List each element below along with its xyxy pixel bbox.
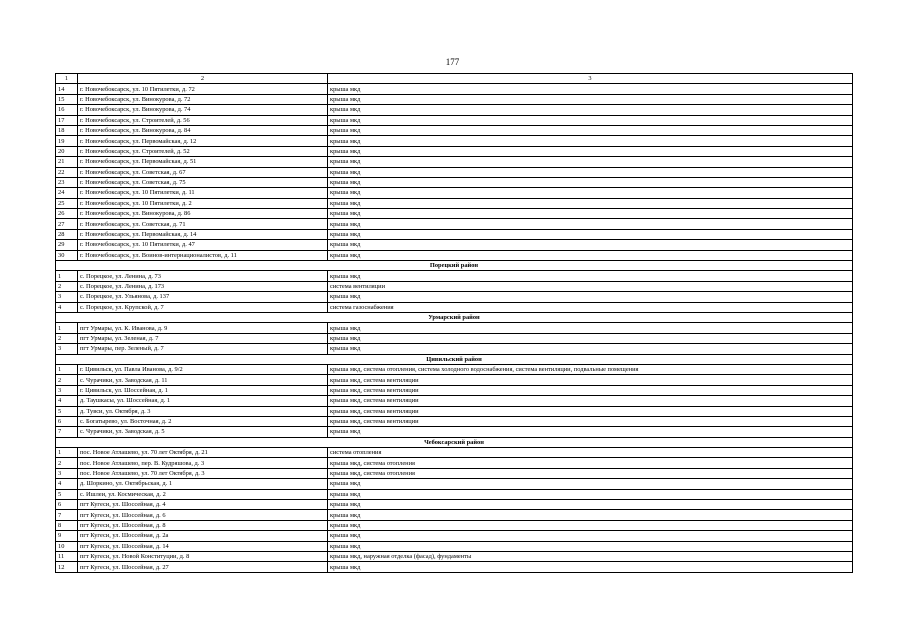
- table-row: [56, 167, 853, 177]
- row-work-type: крыша мкд: [328, 219, 853, 229]
- table-row: [56, 177, 853, 187]
- table-row: [56, 157, 853, 167]
- row-work-type: крыша мкд: [328, 479, 853, 489]
- row-work-type: крыша мкд, система вентиляции: [328, 416, 853, 426]
- row-address: г. Новочебоксарск, ул. 10 Пятилетки, д. 47: [78, 240, 328, 250]
- row-work-type: крыша мкд: [328, 427, 853, 437]
- row-address: пгт Кугеси, ул. Шоссейная, д. 8: [78, 520, 328, 530]
- row-address: г. Новочебоксарск, ул. 10 Пятилетки, д. 2: [78, 198, 328, 208]
- table-row: [56, 94, 853, 104]
- page-number: 177: [445, 57, 460, 67]
- column-header-2: 2: [78, 74, 328, 84]
- table-row: [56, 458, 853, 468]
- row-number: 1: [56, 271, 78, 281]
- row-address: с. Порецкое, ул. Ленина, д. 73: [78, 271, 328, 281]
- row-address: г. Новочебоксарск, ул. Советская, д. 75: [78, 177, 328, 187]
- row-address: г. Новочебоксарск, ул. Винокурова, д. 84: [78, 125, 328, 135]
- row-number: 2: [56, 375, 78, 385]
- row-address: с. Ишлеи, ул. Космическая, д. 2: [78, 489, 328, 499]
- row-work-type: крыша мкд, система отопления: [328, 468, 853, 478]
- row-number: 23: [56, 177, 78, 187]
- row-address: г. Новочебоксарск, ул. Винокурова, д. 86: [78, 209, 328, 219]
- row-address: пгт Урмары, ул. Зеленая, д. 7: [78, 333, 328, 343]
- row-address: с. Порецкое, ул. Крупской, д. 7: [78, 302, 328, 312]
- row-number: 15: [56, 94, 78, 104]
- row-number: 11: [56, 551, 78, 561]
- table-row: [56, 240, 853, 250]
- row-number: 26: [56, 209, 78, 219]
- row-number: 9: [56, 531, 78, 541]
- row-address: с. Чурачики, ул. Заводская, д. 5: [78, 427, 328, 437]
- row-number: 3: [56, 292, 78, 302]
- row-address: с. Порецкое, ул. Ленина, д. 173: [78, 281, 328, 291]
- row-work-type: крыша мкд: [328, 489, 853, 499]
- row-number: 14: [56, 84, 78, 94]
- district-header-row: [56, 261, 853, 271]
- row-work-type: крыша мкд, наружная отделка (фасад), фундаменты: [328, 551, 853, 561]
- row-work-type: крыша мкд: [328, 344, 853, 354]
- row-work-type: система газоснабжения: [328, 302, 853, 312]
- row-work-type: крыша мкд: [328, 323, 853, 333]
- table-row: [56, 302, 853, 312]
- row-number: 20: [56, 146, 78, 156]
- table-row: [56, 344, 853, 354]
- table-row: [56, 198, 853, 208]
- table-row: [56, 125, 853, 135]
- row-number: 28: [56, 229, 78, 239]
- row-address: пгт Кугеси, ул. Шоссейная, д. 4: [78, 500, 328, 510]
- row-number: 12: [56, 562, 78, 572]
- table-row: [56, 416, 853, 426]
- table-row: [56, 520, 853, 530]
- row-work-type: крыша мкд: [328, 250, 853, 260]
- row-number: 29: [56, 240, 78, 250]
- row-address: пгт Кугеси, ул. Шоссейная, д. 27: [78, 562, 328, 572]
- row-work-type: крыша мкд: [328, 157, 853, 167]
- table-row: [56, 541, 853, 551]
- row-work-type: система отопления: [328, 448, 853, 458]
- row-number: 5: [56, 489, 78, 499]
- table-body: [56, 74, 853, 573]
- row-number: 10: [56, 541, 78, 551]
- district-name: Чебоксарский район: [56, 437, 853, 447]
- table-row: [56, 281, 853, 291]
- row-work-type: крыша мкд: [328, 115, 853, 125]
- row-work-type: крыша мкд: [328, 136, 853, 146]
- row-address: г. Цивильск, ул. Шоссейная, д. 1: [78, 385, 328, 395]
- table-row: [56, 292, 853, 302]
- row-number: 30: [56, 250, 78, 260]
- table-row: [56, 323, 853, 333]
- table-row: [56, 510, 853, 520]
- row-address: с. Чурачики, ул. Заводская, д. 11: [78, 375, 328, 385]
- row-work-type: крыша мкд: [328, 167, 853, 177]
- repair-registry-table: [55, 73, 853, 573]
- table-row: [56, 136, 853, 146]
- row-number: 17: [56, 115, 78, 125]
- row-number: 16: [56, 105, 78, 115]
- table-row: [56, 229, 853, 239]
- table-row: [56, 188, 853, 198]
- district-header-row: [56, 354, 853, 364]
- row-work-type: крыша мкд: [328, 125, 853, 135]
- row-address: д. Тувси, ул. Октября, д. 3: [78, 406, 328, 416]
- row-number: 1: [56, 448, 78, 458]
- row-work-type: крыша мкд: [328, 271, 853, 281]
- table-row: [56, 375, 853, 385]
- table-row: [56, 364, 853, 374]
- row-work-type: крыша мкд, система отопления, система холодного водоснабжения, система вентиляции, подвальные помещения: [328, 364, 853, 374]
- row-number: 22: [56, 167, 78, 177]
- row-work-type: крыша мкд: [328, 531, 853, 541]
- table-row: [56, 500, 853, 510]
- row-number: 6: [56, 500, 78, 510]
- row-number: 24: [56, 188, 78, 198]
- row-work-type: крыша мкд, система вентиляции: [328, 375, 853, 385]
- row-number: 6: [56, 416, 78, 426]
- row-work-type: крыша мкд: [328, 198, 853, 208]
- table-row: [56, 396, 853, 406]
- table-row: [56, 385, 853, 395]
- table-row: [56, 427, 853, 437]
- row-number: 7: [56, 510, 78, 520]
- row-number: 3: [56, 385, 78, 395]
- row-address: д. Шоркино, ул. Октябрьская, д. 1: [78, 479, 328, 489]
- district-name: Урмарский район: [56, 312, 853, 322]
- table-row: [56, 84, 853, 94]
- row-work-type: крыша мкд: [328, 105, 853, 115]
- row-address: г. Новочебоксарск, ул. 10 Пятилетки, д. 11: [78, 188, 328, 198]
- row-address: пгт Урмары, ул. К. Иванова, д. 9: [78, 323, 328, 333]
- row-number: 4: [56, 302, 78, 312]
- district-header-row: [56, 437, 853, 447]
- row-work-type: крыша мкд: [328, 94, 853, 104]
- row-work-type: крыша мкд, система вентиляции: [328, 406, 853, 416]
- row-address: г. Новочебоксарск, ул. Строителей, д. 56: [78, 115, 328, 125]
- row-address: г. Новочебоксарск, ул. Первомайская, д. 14: [78, 229, 328, 239]
- row-work-type: крыша мкд: [328, 209, 853, 219]
- table-row: [56, 105, 853, 115]
- district-name: Порецкий район: [56, 261, 853, 271]
- row-number: 5: [56, 406, 78, 416]
- table-row: [56, 219, 853, 229]
- row-address: пос. Новое Атлашево, пер. В. Кудряшова, д. 3: [78, 458, 328, 468]
- row-address: г. Новочебоксарск, ул. Советская, д. 67: [78, 167, 328, 177]
- row-work-type: крыша мкд: [328, 292, 853, 302]
- row-number: 8: [56, 520, 78, 530]
- row-number: 4: [56, 396, 78, 406]
- row-number: 4: [56, 479, 78, 489]
- column-number-row: [56, 74, 853, 84]
- table-row: [56, 551, 853, 561]
- row-work-type: крыша мкд, система вентиляции: [328, 396, 853, 406]
- row-work-type: крыша мкд: [328, 541, 853, 551]
- row-work-type: крыша мкд: [328, 562, 853, 572]
- row-number: 1: [56, 323, 78, 333]
- row-number: 2: [56, 281, 78, 291]
- row-address: с. Порецкое, ул. Ульянова, д. 137: [78, 292, 328, 302]
- row-work-type: крыша мкд: [328, 520, 853, 530]
- row-number: 3: [56, 344, 78, 354]
- row-number: 18: [56, 125, 78, 135]
- row-address: г. Новочебоксарск, ул. Первомайская, д. 12: [78, 136, 328, 146]
- table-row: [56, 489, 853, 499]
- column-header-1: 1: [56, 74, 78, 84]
- table-row: [56, 250, 853, 260]
- table-row: [56, 479, 853, 489]
- table-row: [56, 468, 853, 478]
- table-row: [56, 209, 853, 219]
- row-address: г. Новочебоксарск, ул. Первомайская, д. 51: [78, 157, 328, 167]
- row-address: г. Новочебоксарск, ул. Винокурова, д. 74: [78, 105, 328, 115]
- row-work-type: крыша мкд: [328, 229, 853, 239]
- row-address: д. Таушкасы, ул. Шоссейная, д. 1: [78, 396, 328, 406]
- row-work-type: крыша мкд: [328, 177, 853, 187]
- column-header-3: 3: [328, 74, 853, 84]
- table-row: [56, 333, 853, 343]
- row-number: 1: [56, 364, 78, 374]
- row-work-type: крыша мкд, система отопления: [328, 458, 853, 468]
- row-work-type: крыша мкд: [328, 240, 853, 250]
- row-address: пос. Новое Атлашево, ул. 70 лет Октября, д. 21: [78, 448, 328, 458]
- row-number: 25: [56, 198, 78, 208]
- row-address: пос. Новое Атлашево, ул. 70 лет Октября, д. 3: [78, 468, 328, 478]
- table-row: [56, 115, 853, 125]
- row-number: 27: [56, 219, 78, 229]
- row-address: пгт Урмары, пер. Зеленый, д. 7: [78, 344, 328, 354]
- row-number: 3: [56, 468, 78, 478]
- table-row: [56, 562, 853, 572]
- row-address: пгт Кугеси, ул. Новой Конституции, д. 8: [78, 551, 328, 561]
- table-row: [56, 146, 853, 156]
- row-number: 2: [56, 458, 78, 468]
- row-number: 21: [56, 157, 78, 167]
- row-address: г. Цивильск, ул. Павла Иванова, д. 9/2: [78, 364, 328, 374]
- row-work-type: крыша мкд: [328, 84, 853, 94]
- row-address: г. Новочебоксарск, ул. Строителей, д. 52: [78, 146, 328, 156]
- row-address: пгт Кугеси, ул. Шоссейная, д. 2а: [78, 531, 328, 541]
- district-header-row: [56, 312, 853, 322]
- row-address: г. Новочебоксарск, ул. Винокурова, д. 72: [78, 94, 328, 104]
- row-number: 2: [56, 333, 78, 343]
- row-address: г. Новочебоксарск, ул. Советская, д. 71: [78, 219, 328, 229]
- row-work-type: крыша мкд, система вентиляции: [328, 385, 853, 395]
- row-work-type: крыша мкд: [328, 146, 853, 156]
- row-work-type: крыша мкд: [328, 510, 853, 520]
- row-address: с. Богатырево, ул. Восточная, д. 2: [78, 416, 328, 426]
- table-row: [56, 271, 853, 281]
- table-row: [56, 531, 853, 541]
- row-address: г. Новочебоксарск, ул. Воинов-интернационалистов, д. 11: [78, 250, 328, 260]
- district-name: Цивильский район: [56, 354, 853, 364]
- table-row: [56, 448, 853, 458]
- row-work-type: система вентиляции: [328, 281, 853, 291]
- row-address: г. Новочебоксарск, ул. 10 Пятилетки, д. 72: [78, 84, 328, 94]
- row-number: 7: [56, 427, 78, 437]
- row-number: 19: [56, 136, 78, 146]
- row-work-type: крыша мкд: [328, 500, 853, 510]
- row-address: пгт Кугеси, ул. Шоссейная, д. 6: [78, 510, 328, 520]
- row-work-type: крыша мкд: [328, 333, 853, 343]
- row-address: пгт Кугеси, ул. Шоссейная, д. 14: [78, 541, 328, 551]
- table-row: [56, 406, 853, 416]
- row-work-type: крыша мкд: [328, 188, 853, 198]
